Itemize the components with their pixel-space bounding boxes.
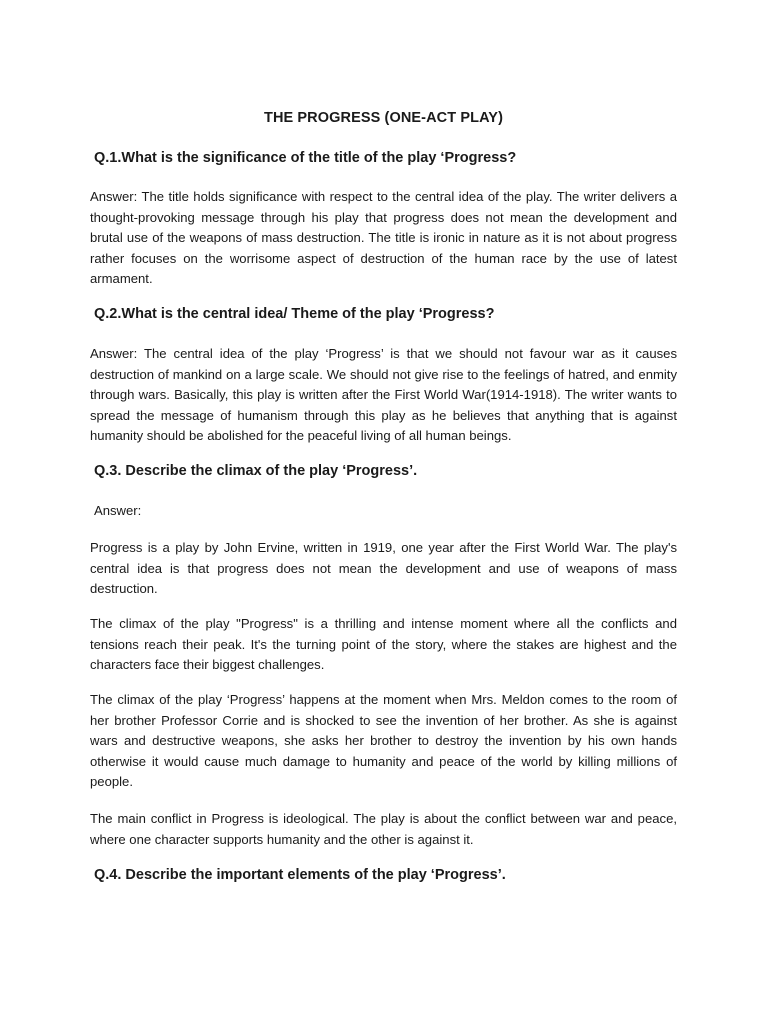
question-1: Q.1.What is the significance of the title of the play ‘Progress?: [94, 150, 517, 166]
question-4: Q.4. Describe the important elements of the play ‘Progress’.: [94, 867, 506, 883]
answer-1: Answer: The title holds significance with respect to the central idea of the play. The writer delivers a thought-provoking message through his play that progress does not mean the development and brutal use of the weapons of mass destruction. The title is ironic in nature as it is not about progress rather focuses on the worrisome aspect of destruction of the human race by the use of latest armament.: [90, 189, 677, 286]
answer-3-paragraph: The main conflict in Progress is ideological. The play is about the conflict between war and peace, where one character supports humanity and the other is against it.: [90, 811, 677, 847]
question-3: Q.3. Describe the climax of the play ‘Progress’.: [94, 463, 418, 479]
question-2: Q.2.What is the central idea/ Theme of the play ‘Progress?: [94, 306, 495, 322]
answer-2: Answer: The central idea of the play ‘Progress’ is that we should not favour war as it causes destruction of mankind on a large scale. We should not give rise to the feelings of hatred, and enmity through wars. Basically, this play is written after the First World War(1914-1918). The writer wants to spread the message of humanism through this play as he believes that anything that is against humanity should be abolished for the peaceful living of all human beings.: [90, 346, 677, 443]
answer-3-paragraph: The climax of the play "Progress" is a thrilling and intense moment where all the conflicts and tensions reach their peak. It's the turning point of the story, where the stakes are highest and the characters face their biggest challenges.: [90, 616, 677, 672]
answer-3-label: Answer:: [94, 503, 142, 518]
document-title: THE PROGRESS (ONE-ACT PLAY): [263, 110, 504, 126]
answer-3-paragraph: The climax of the play ‘Progress’ happens at the moment when Mrs. Meldon comes to the room of her brother Professor Corrie and is shocked to see the invention of her brother. As she is against wars and destructive weapons, she asks her brother to destroy the invention by his own hands otherwise it would cause much damage to humanity and peace of the world by killing millions of people.: [90, 692, 677, 789]
answer-3-paragraph: Progress is a play by John Ervine, written in 1919, one year after the First World War. The play's central idea is that progress does not mean the development and use of weapons of mass destruction.: [90, 540, 677, 596]
